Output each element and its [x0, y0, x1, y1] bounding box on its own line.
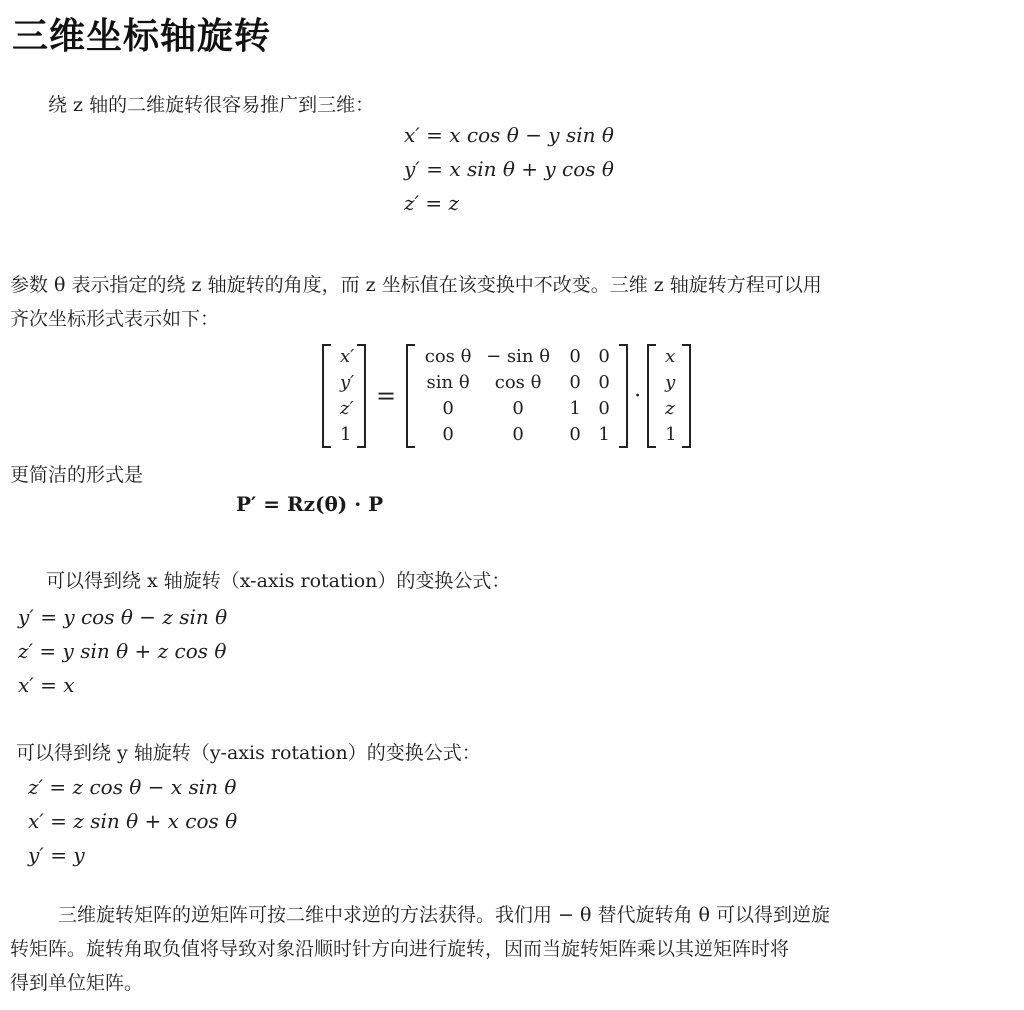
x-rot-eq-3: x′ = x [18, 673, 75, 697]
equals-sign: = [376, 382, 397, 410]
param-text-line-1: 参数 θ 表示指定的绕 z 轴旋转的角度，而 z 坐标值在该变换中不改变。三维 z 轴旋转方程可以用 [10, 274, 822, 296]
inverse-text-line-1: 三维旋转矩阵的逆矩阵可按二维中求逆的方法获得。我们用 − θ 替代旋转角 θ 可以得到逆旋 [58, 904, 830, 926]
matrix-cell: 0 [569, 372, 581, 393]
dot-operator: · [634, 383, 642, 409]
rhs-cell: z [665, 398, 675, 419]
matrix-cell: 0 [598, 346, 610, 367]
matrix-cell: sin θ [426, 372, 470, 393]
lhs-cell: z′ [340, 398, 354, 419]
matrix-cell: 0 [569, 424, 581, 445]
lhs-cell: 1 [340, 424, 352, 445]
y-rot-eq-2: x′ = z sin θ + x cos θ [28, 809, 238, 833]
inverse-text-line-2: 转矩阵。旋转角取负值将导致对象沿顺时针方向进行旋转，因而当旋转矩阵乘以其逆矩阵时将 [10, 938, 790, 960]
z-rot-eq-3: z′ = z [404, 191, 460, 215]
x-axis-intro-text: 可以得到绕 x 轴旋转（x-axis rotation）的变换公式： [46, 570, 511, 592]
matrix-cell: 0 [598, 398, 610, 419]
homogeneous-matrix-equation [322, 342, 691, 450]
compact-formula: P′ = Rz(θ) · P [236, 492, 384, 516]
matrix-cell: 0 [512, 424, 524, 445]
matrix-cell: 0 [512, 398, 524, 419]
matrix-cell: 1 [569, 398, 581, 419]
matrix-cell: cos θ [424, 346, 472, 367]
rhs-cell: x [665, 346, 676, 367]
matrix-cell: 0 [442, 398, 454, 419]
compact-intro-text: 更简洁的形式是 [10, 464, 144, 486]
lhs-cell: y′ [340, 372, 355, 393]
matrix-cell: cos θ [494, 372, 542, 393]
matrix-cell: 0 [569, 346, 581, 367]
intro-text: 绕 z 轴的二维旋转很容易推广到三维： [48, 94, 375, 116]
lhs-cell: x′ [340, 346, 355, 367]
inverse-text-line-3: 得到单位矩阵。 [10, 972, 144, 994]
lhs-vector [322, 344, 366, 448]
page-title: 三维坐标轴旋转 [12, 16, 272, 57]
rhs-cell: y [665, 372, 676, 393]
matrix-cell: 1 [598, 424, 610, 445]
rhs-vector [647, 344, 691, 448]
z-rot-eq-1: x′ = x cos θ − y sin θ [404, 123, 614, 147]
y-axis-intro-text: 可以得到绕 y 轴旋转（y-axis rotation）的变换公式： [16, 742, 481, 764]
y-rot-eq-3: y′ = y [28, 843, 85, 867]
y-rot-eq-1: z′ = z cos θ − x sin θ [28, 775, 237, 799]
matrix-cell: 0 [598, 372, 610, 393]
param-text-line-2: 齐次坐标形式表示如下： [10, 308, 220, 330]
rhs-cell: 1 [665, 424, 677, 445]
matrix-cell: 0 [442, 424, 454, 445]
z-rot-eq-2: y′ = x sin θ + y cos θ [404, 157, 614, 181]
rotation-matrix [406, 344, 628, 448]
x-rot-eq-1: y′ = y cos θ − z sin θ [18, 605, 228, 629]
x-rot-eq-2: z′ = y sin θ + z cos θ [18, 639, 227, 663]
matrix-cell: − sin θ [486, 346, 551, 367]
